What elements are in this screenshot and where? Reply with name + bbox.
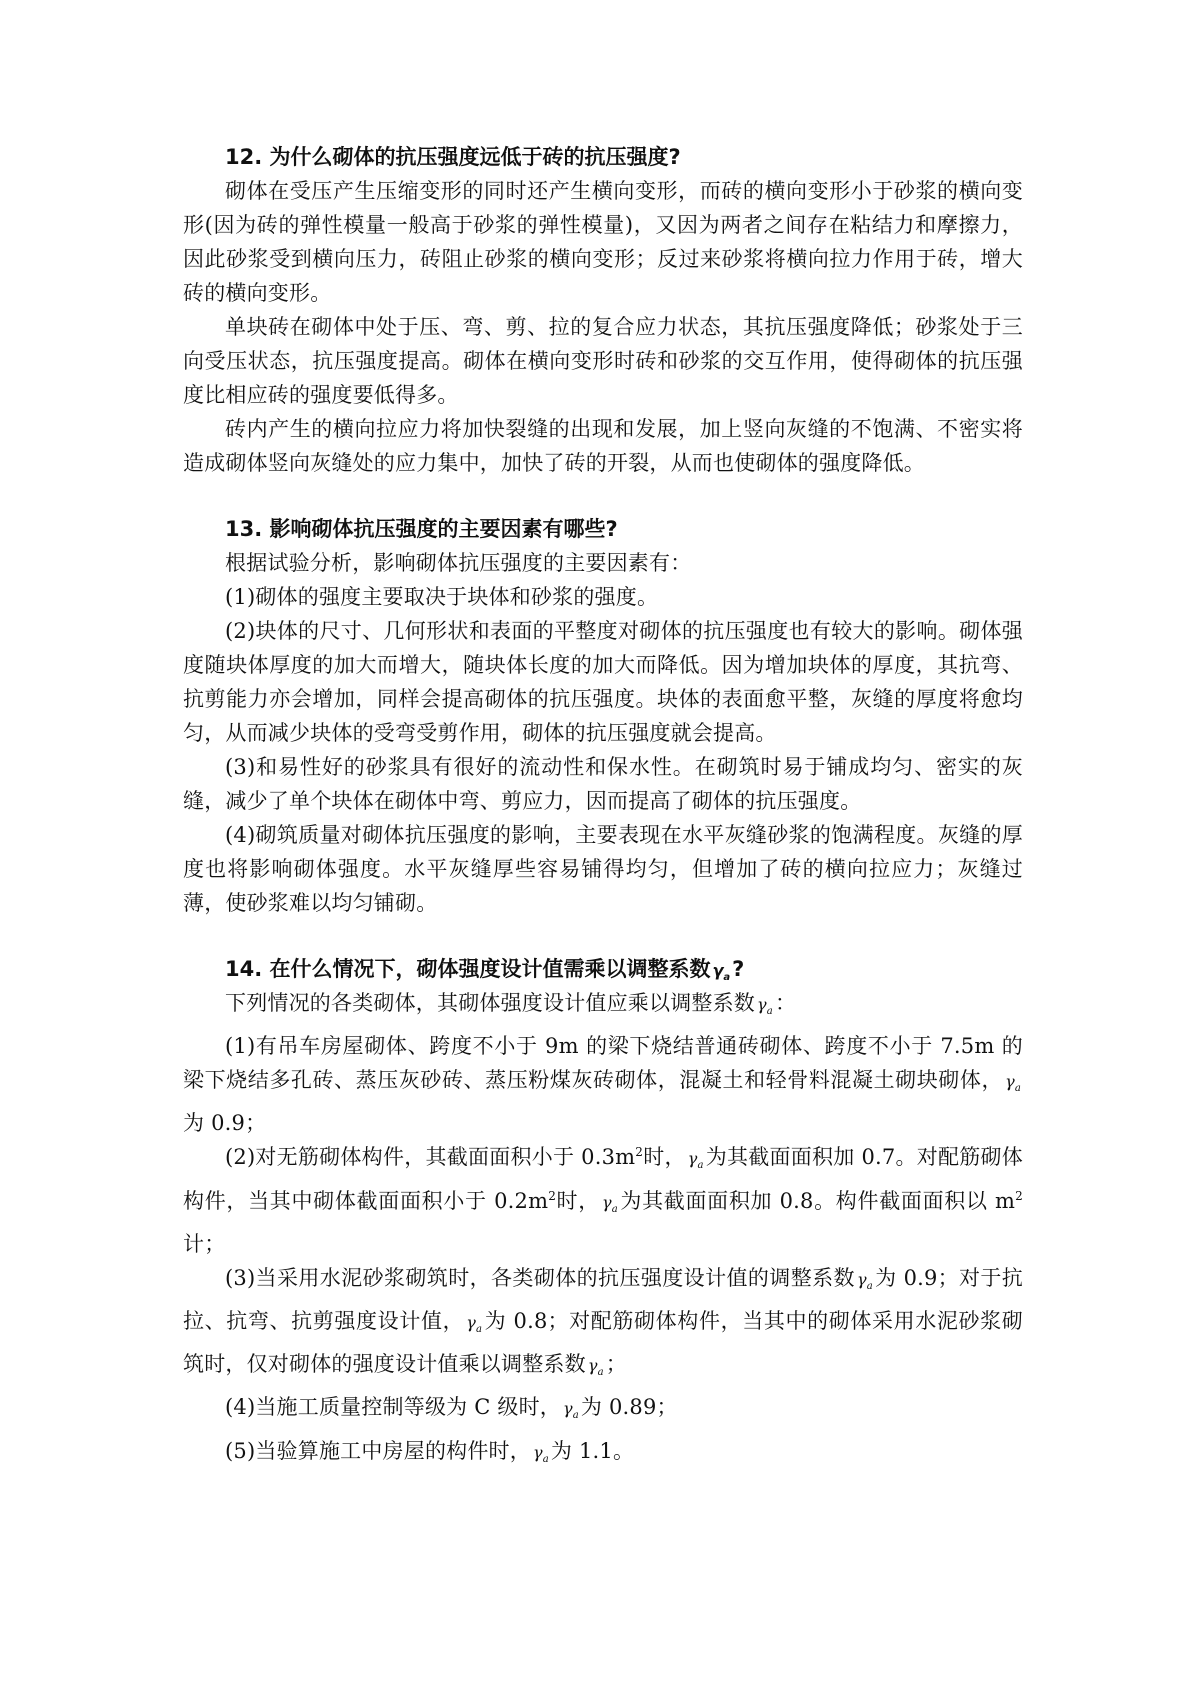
- document-page: [183, 140, 1023, 1509]
- gamma-a-symbol: $\gamma_a$: [687, 1149, 704, 1172]
- paragraph: (3)当采用水泥砂浆砌筑时，各类砌体的抗压强度设计值的调整系数 $\gamma_a$为 0.9；对于抗拉、抗弯、抗剪强度设计值， $\gamma_a$为 0.8；对配筋砌体构件，当其中的砌体采用水泥砂浆砌筑时，仅对砌体的强度设计值乘以调整系数 $\gamma_a$；: [183, 1265, 1024, 1379]
- gamma-a-symbol: $\gamma_a$: [1005, 1072, 1021, 1095]
- gamma-a-symbol: $\gamma_a$: [856, 1269, 873, 1292]
- paragraph: (5)当验算施工中房屋的构件时， $\gamma_a$为 1.1。: [225, 1438, 635, 1465]
- section-title: 13. 影响砌体抗压强度的主要因素有哪些?: [225, 517, 618, 541]
- paragraph: 根据试验分析，影响砌体抗压强度的主要因素有：: [225, 551, 692, 575]
- gamma-a-symbol: $\gamma_a$: [712, 961, 731, 984]
- paragraph: (3)和易性好的砂浆具有很好的流动性和保水性。在砌筑时易于铺成均匀、密实的灰缝，减少了单个块体在砌体中弯、剪应力，因而提高了砌体的抗压强度。: [183, 755, 1023, 813]
- gamma-a-symbol: $\gamma_a$: [601, 1192, 618, 1215]
- section-14: [183, 952, 1023, 1477]
- paragraph: 下列情况的各类砌体，其砌体强度设计值应乘以调整系数 $\gamma_a$：: [225, 991, 797, 1018]
- paragraph: 单块砖在砌体中处于压、弯、剪、拉的复合应力状态，其抗压强度降低；砂浆处于三向受压状态，抗压强度提高。砌体在横向变形时砖和砂浆的交互作用，使得砌体的抗压强度比相应砖的强度要低得多。: [183, 315, 1023, 407]
- paragraph: (4)当施工质量控制等级为 C 级时， $\gamma_a$为 0.89；: [225, 1395, 678, 1422]
- gamma-a-symbol: $\gamma_a$: [562, 1399, 579, 1422]
- paragraph: 砖内产生的横向拉应力将加快裂缝的出现和发展，加上竖向灰缝的不饱满、不密实将造成砌体竖向灰缝处的应力集中，加快了砖的开裂，从而也使砌体的强度降低。: [183, 417, 1023, 475]
- paragraph: (1)砌体的强度主要取决于块体和砂浆的强度。: [225, 585, 659, 609]
- paragraph: (1)有吊车房屋砌体、跨度不小于 9m 的梁下烧结普通砖砌体、跨度不小于 7.5m 的梁下烧结多孔砖、蒸压灰砂砖、蒸压粉煤灰砖砌体，混凝土和轻骨料混凝土砌块砌体， $\gamma_a$为 0.9；: [183, 1034, 1023, 1136]
- section-12: [183, 140, 1023, 480]
- section-13: [183, 512, 1023, 920]
- gamma-a-symbol: $\gamma_a$: [587, 1356, 604, 1379]
- gamma-a-symbol: $\gamma_a$: [466, 1312, 483, 1336]
- gamma-a-symbol: $\gamma_a$: [532, 1442, 549, 1465]
- paragraph: (2)对无筋砌体构件，其截面面积小于 $0.3m^2$时， $\gamma_a$为其截面面积加 0.7。对配筋砌体构件，当其中砌体截面面积小于 $0.2m^2$时， $\gamma_a$为其截面面积加 0.8。构件截面面积以 $m^2$计；: [183, 1145, 1023, 1256]
- title-text: ?: [732, 957, 745, 981]
- paragraph: 砌体在受压产生压缩变形的同时还产生横向变形，而砖的横向变形小于砂浆的横向变形(因为砖的弹性模量一般高于砂浆的弹性模量)，又因为两者之间存在粘结力和摩擦力，因此砂浆受到横向压力，砖阻止砂浆的横向变形；反过来砂浆将横向拉力作用于砖，增大砖的横向变形。: [183, 179, 1023, 305]
- gamma-a-symbol: $\gamma_a$: [757, 995, 773, 1018]
- section-title: [183, 952, 1023, 986]
- section-title: 12. 为什么砌体的抗压强度远低于砖的抗压强度?: [225, 145, 681, 169]
- title-text: 14. 在什么情况下，砌体强度设计值需乘以调整系数: [225, 957, 711, 981]
- paragraph: (4)砌筑质量对砌体抗压强度的影响，主要表现在水平灰缝砂浆的饱满程度。灰缝的厚度也将影响砌体强度。水平灰缝厚些容易铺得均匀，但增加了砖的横向拉应力；灰缝过薄，使砂浆难以均匀铺砌。: [183, 823, 1023, 915]
- paragraph: (2)块体的尺寸、几何形状和表面的平整度对砌体的抗压强度也有较大的影响。砌体强度随块体厚度的加大而增大，随块体长度的加大而降低。因为增加块体的厚度，其抗弯、抗剪能力亦会增加，同样会提高砌体的抗压强度。块体的表面愈平整，灰缝的厚度将愈均匀，从而减少块体的受弯受剪作用，砌体的抗压强度就会提高。: [183, 619, 1023, 745]
